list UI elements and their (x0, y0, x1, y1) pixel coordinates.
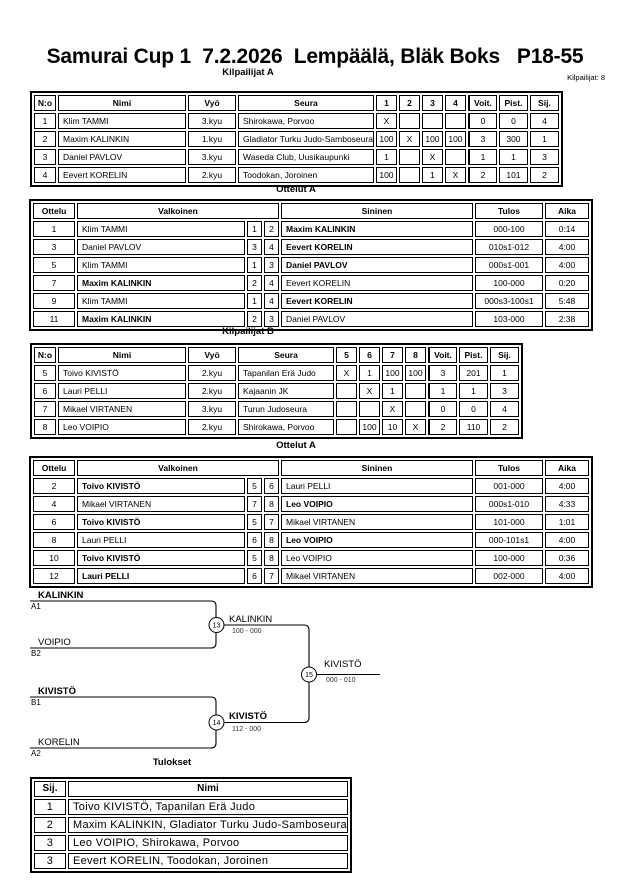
cell-white-number: 2 (247, 311, 262, 327)
cell-number: 3 (34, 149, 56, 165)
cell-result: 000-101s1 (475, 532, 543, 548)
cell-result: 001-000 (475, 478, 543, 494)
cell-time: 0:20 (545, 275, 589, 291)
cell-blue-name: Daniel PAVLOV (281, 257, 473, 273)
cell-grid: 1 (376, 149, 397, 165)
result-row (34, 799, 348, 815)
cell-blue-name: Leo VOIPIO (281, 532, 473, 548)
bracket-sf2-bottom-name: KORELIN (38, 737, 80, 748)
cell-belt: 2.kyu (188, 419, 236, 435)
cell-grid: 100 (382, 365, 403, 381)
col-header: Sininen (281, 203, 473, 219)
cell-wins: 3 (468, 131, 497, 147)
cell-belt: 2.kyu (188, 383, 236, 399)
cell-match-number: 3 (33, 239, 75, 255)
cell-place: 3 (34, 853, 66, 869)
cell-grid (399, 149, 420, 165)
cell-wins: 1 (468, 149, 497, 165)
result-row (34, 817, 348, 833)
cell-grid (336, 383, 357, 399)
cell-blue-name: Leo VOIPIO (281, 550, 473, 566)
col-header: Ottelu (33, 460, 75, 476)
cell-blue-name: Eevert KORELIN (281, 275, 473, 291)
cell-grid: 1 (422, 167, 443, 183)
cell-belt: 3.kyu (188, 113, 236, 129)
cell-grid: X (336, 365, 357, 381)
cell-blue-name: Leo VOIPIO (281, 496, 473, 512)
cell-match-number: 12 (33, 568, 75, 584)
pool-row (34, 131, 559, 147)
col-header: Sininen (281, 460, 473, 476)
cell-blue-number: 4 (264, 293, 279, 309)
cell-belt: 3.kyu (188, 401, 236, 417)
cell-grid (399, 113, 420, 129)
match-row (33, 293, 589, 309)
cell-match-number: 2 (33, 478, 75, 494)
cell-blue-number: 8 (264, 496, 279, 512)
cell-place: 2 (530, 167, 559, 183)
cell-blue-name: Mikael VIRTANEN (281, 568, 473, 584)
cell-time: 4:00 (545, 478, 589, 494)
cell-white-name: Daniel PAVLOV (77, 239, 245, 255)
cell-place: 4 (530, 113, 559, 129)
matches-a-body (33, 221, 589, 327)
cell-white-number: 6 (247, 568, 262, 584)
cell-belt: 3.kyu (188, 149, 236, 165)
cell-white-name: Maxim KALINKIN (77, 311, 245, 327)
bracket-sf2-score: 112 - 000 (232, 726, 262, 733)
cell-number: 4 (34, 167, 56, 183)
col-header: Nimi (58, 347, 186, 363)
col-header: Pist. (499, 95, 528, 111)
cell-blue-name: Mikael VIRTANEN (281, 514, 473, 530)
cell-white-number: 1 (247, 221, 262, 237)
cell-blue-name: Daniel PAVLOV (281, 311, 473, 327)
cell-blue-number: 4 (264, 275, 279, 291)
cell-result: 103-000 (475, 311, 543, 327)
col-header: Aika (545, 460, 589, 476)
cell-white-name: Klim TAMMI (77, 293, 245, 309)
cell-white-number: 2 (247, 275, 262, 291)
cell-points: 0 (499, 113, 528, 129)
cell-blue-name: Eevert KORELIN (281, 239, 473, 255)
cell-white-number: 1 (247, 293, 262, 309)
cell-time: 0:36 (545, 550, 589, 566)
cell-grid: 100 (405, 365, 426, 381)
pool-b-table (30, 343, 523, 439)
cell-white-number: 6 (247, 532, 262, 548)
matches-a-table (29, 199, 593, 331)
cell-grid (336, 419, 357, 435)
cell-club: Turun Judoseura (238, 401, 334, 417)
match-row (33, 550, 589, 566)
cell-number: 7 (34, 401, 56, 417)
cell-grid: X (399, 131, 420, 147)
cell-blue-number: 8 (264, 532, 279, 548)
cell-club: Shirokawa, Porvoo (238, 113, 374, 129)
header-row (34, 347, 519, 363)
cell-grid: X (405, 419, 426, 435)
col-header: 5 (336, 347, 357, 363)
cell-wins: 3 (428, 365, 457, 381)
match-row (33, 257, 589, 273)
cell-belt: 2.kyu (188, 167, 236, 183)
col-header: Aika (545, 203, 589, 219)
competitors-count: Kilpailijat: 8 (567, 73, 605, 82)
col-header: N:o (34, 347, 56, 363)
cell-white-number: 3 (247, 239, 262, 255)
cell-wins: 0 (468, 113, 497, 129)
cell-time: 4:00 (545, 257, 589, 273)
results-header (34, 781, 348, 797)
matches-b-table (29, 456, 593, 588)
matches-b-body (33, 478, 589, 584)
col-header: 2 (399, 95, 420, 111)
cell-name: Leo VOIPIO (58, 419, 186, 435)
cell-time: 4:00 (545, 532, 589, 548)
col-header: Tulos (475, 203, 543, 219)
cell-match-number: 1 (33, 221, 75, 237)
cell-grid (405, 401, 426, 417)
cell-name-club: Toivo KIVISTÖ, Tapanilan Erä Judo (68, 799, 348, 815)
cell-grid: X (422, 149, 443, 165)
bracket-sf2-winner-name: KIVISTÖ (229, 711, 268, 722)
bracket-final-winner-name: KIVISTÖ (324, 659, 362, 670)
cell-white-name: Mikael VIRTANEN (77, 496, 245, 512)
cell-place: 4 (490, 401, 519, 417)
col-header: 1 (376, 95, 397, 111)
cell-wins: 2 (468, 167, 497, 183)
cell-white-name: Lauri PELLI (77, 568, 245, 584)
match-row (33, 239, 589, 255)
match-row (33, 311, 589, 327)
cell-grid: X (376, 113, 397, 129)
cell-result: 101-000 (475, 514, 543, 530)
col-header: Valkoinen (77, 460, 279, 476)
bracket-sf1-top-seed: A1 (31, 602, 41, 611)
cell-blue-name: Maxim KALINKIN (281, 221, 473, 237)
bracket-sf2-bottom-seed: A2 (31, 749, 41, 758)
pool-row (34, 419, 519, 435)
section-title-pool-a: Kilpailijat A (222, 67, 274, 78)
cell-match-number: 5 (33, 257, 75, 273)
cell-result: 010s1-012 (475, 239, 543, 255)
header-row (34, 95, 559, 111)
cell-name: Maxim KALINKIN (58, 131, 186, 147)
cell-belt: 2.kyu (188, 365, 236, 381)
matches-b-header (33, 460, 589, 476)
section-title-matches-a: Ottelut A (276, 184, 316, 195)
pool-a-table (30, 91, 563, 187)
match-row (33, 478, 589, 494)
cell-result: 100-000 (475, 275, 543, 291)
cell-belt: 1.kyu (188, 131, 236, 147)
cell-blue-number: 3 (264, 257, 279, 273)
pool-row (34, 149, 559, 165)
cell-time: 2:38 (545, 311, 589, 327)
col-header: Valkoinen (77, 203, 279, 219)
col-header: Sij. (530, 95, 559, 111)
cell-blue-number: 4 (264, 239, 279, 255)
pool-row (34, 365, 519, 381)
match-row (33, 496, 589, 512)
final-bracket (0, 585, 630, 765)
cell-white-name: Klim TAMMI (77, 221, 245, 237)
result-row (34, 835, 348, 851)
cell-blue-number: 7 (264, 514, 279, 530)
col-header: Pist. (459, 347, 488, 363)
cell-name-club: Leo VOIPIO, Shirokawa, Porvoo (68, 835, 348, 851)
cell-points: 101 (499, 167, 528, 183)
cell-match-number: 9 (33, 293, 75, 309)
cell-blue-number: 6 (264, 478, 279, 494)
cell-grid: X (445, 167, 466, 183)
cell-white-name: Toivo KIVISTÖ (77, 550, 245, 566)
cell-place: 1 (490, 365, 519, 381)
cell-white-number: 5 (247, 514, 262, 530)
cell-match-number: 4 (33, 496, 75, 512)
cell-time: 1:01 (545, 514, 589, 530)
col-header: Voit. (428, 347, 457, 363)
cell-grid (405, 383, 426, 399)
cell-grid (359, 401, 380, 417)
cell-grid: X (382, 401, 403, 417)
col-header: Tulos (475, 460, 543, 476)
cell-grid: 100 (376, 167, 397, 183)
header-row (33, 203, 589, 219)
cell-grid (336, 401, 357, 417)
cell-match-number: 10 (33, 550, 75, 566)
cell-points: 0 (459, 401, 488, 417)
cell-grid: 100 (359, 419, 380, 435)
col-header: 4 (445, 95, 466, 111)
pool-row (34, 113, 559, 129)
cell-club: Tapanilan Erä Judo (238, 365, 334, 381)
cell-white-number: 5 (247, 478, 262, 494)
match-13-number: 13 (212, 622, 221, 630)
cell-number: 5 (34, 365, 56, 381)
cell-wins: 0 (428, 401, 457, 417)
cell-blue-number: 2 (264, 221, 279, 237)
match-row (33, 532, 589, 548)
header-row (33, 460, 589, 476)
col-header: Vyö (188, 95, 236, 111)
cell-wins: 1 (428, 383, 457, 399)
section-title-matches-b: Ottelut A (276, 440, 316, 451)
cell-place: 3 (530, 149, 559, 165)
col-header: Ottelu (33, 203, 75, 219)
cell-grid (445, 149, 466, 165)
section-title-results: Tulokset (152, 757, 192, 768)
cell-place: 2 (34, 817, 66, 833)
match-row (33, 568, 589, 584)
cell-white-number: 5 (247, 550, 262, 566)
pool-a-body (34, 113, 559, 183)
col-header: Voit. (468, 95, 497, 111)
cell-time: 4:33 (545, 496, 589, 512)
results-table (30, 777, 352, 873)
col-header: Sij. (34, 781, 66, 797)
bracket-sf1-bottom-seed: B2 (31, 649, 41, 658)
cell-white-number: 7 (247, 496, 262, 512)
col-header: Nimi (68, 781, 348, 797)
cell-result: 000s3-100s1 (475, 293, 543, 309)
match-row (33, 514, 589, 530)
cell-grid: 10 (382, 419, 403, 435)
cell-grid (399, 167, 420, 183)
col-header: Seura (238, 347, 334, 363)
col-header: N:o (34, 95, 56, 111)
cell-club: Shirokawa, Porvoo (238, 419, 334, 435)
col-header: Nimi (58, 95, 186, 111)
cell-time: 5:48 (545, 293, 589, 309)
cell-points: 201 (459, 365, 488, 381)
cell-result: 100-000 (475, 550, 543, 566)
cell-white-name: Maxim KALINKIN (77, 275, 245, 291)
cell-white-name: Toivo KIVISTÖ (77, 514, 245, 530)
cell-name: Klim TAMMI (58, 113, 186, 129)
cell-name: Eevert KORELIN (58, 167, 186, 183)
cell-white-name: Lauri PELLI (77, 532, 245, 548)
cell-blue-name: Eevert KORELIN (281, 293, 473, 309)
col-header: Sij. (490, 347, 519, 363)
pool-b-header (34, 347, 519, 363)
results-body (34, 799, 348, 869)
cell-grid: 100 (445, 131, 466, 147)
cell-place: 1 (34, 799, 66, 815)
cell-blue-number: 8 (264, 550, 279, 566)
match-row (33, 275, 589, 291)
cell-place: 1 (530, 131, 559, 147)
cell-match-number: 6 (33, 514, 75, 530)
cell-points: 1 (499, 149, 528, 165)
result-row (34, 853, 348, 869)
cell-white-number: 1 (247, 257, 262, 273)
cell-grid: X (359, 383, 380, 399)
cell-grid: 100 (422, 131, 443, 147)
pool-row (34, 401, 519, 417)
cell-result: 000-100 (475, 221, 543, 237)
cell-points: 1 (459, 383, 488, 399)
cell-club: Waseda Club, Uusikaupunki (238, 149, 374, 165)
bracket-sf1-winner-name: KALINKIN (229, 614, 273, 625)
cell-number: 6 (34, 383, 56, 399)
cell-club: Kajaanin JK (238, 383, 334, 399)
col-header: Seura (238, 95, 374, 111)
cell-name-club: Eevert KORELIN, Toodokan, Joroinen (68, 853, 348, 869)
cell-grid (445, 113, 466, 129)
cell-club: Toodokan, Joroinen (238, 167, 374, 183)
cell-time: 0:14 (545, 221, 589, 237)
bracket-sf2-top-name: KIVISTÖ (38, 686, 77, 697)
cell-result: 000s1-010 (475, 496, 543, 512)
cell-white-name: Toivo KIVISTÖ (77, 478, 245, 494)
cell-white-name: Klim TAMMI (77, 257, 245, 273)
cell-result: 002-000 (475, 568, 543, 584)
cell-points: 110 (459, 419, 488, 435)
col-header: 8 (405, 347, 426, 363)
cell-club: Gladiator Turku Judo-Samboseura (238, 131, 374, 147)
pool-b-body (34, 365, 519, 435)
cell-grid: 100 (376, 131, 397, 147)
pool-row (34, 167, 559, 183)
bracket-sf1-score: 100 - 000 (232, 628, 262, 635)
cell-number: 8 (34, 419, 56, 435)
pool-row (34, 383, 519, 399)
bracket-sf1-top-name: KALINKIN (38, 590, 84, 601)
cell-result: 000s1-001 (475, 257, 543, 273)
match-15-number: 15 (305, 672, 313, 679)
cell-match-number: 11 (33, 311, 75, 327)
match-row (33, 221, 589, 237)
cell-name-club: Maxim KALINKIN, Gladiator Turku Judo-Samboseura (68, 817, 348, 833)
cell-blue-name: Lauri PELLI (281, 478, 473, 494)
col-header: 7 (382, 347, 403, 363)
col-header: 3 (422, 95, 443, 111)
cell-time: 4:00 (545, 568, 589, 584)
col-header: Vyö (188, 347, 236, 363)
section-title-pool-b: Kilpailijat B (222, 326, 274, 337)
cell-name: Mikael VIRTANEN (58, 401, 186, 417)
cell-match-number: 8 (33, 532, 75, 548)
col-header: 6 (359, 347, 380, 363)
cell-name: Lauri PELLI (58, 383, 186, 399)
cell-grid: 1 (359, 365, 380, 381)
cell-wins: 2 (428, 419, 457, 435)
cell-name: Daniel PAVLOV (58, 149, 186, 165)
match-14-number: 14 (212, 720, 221, 727)
cell-place: 3 (34, 835, 66, 851)
bracket-sf1-bottom-name: VOIPIO (38, 637, 71, 648)
cell-blue-number: 7 (264, 568, 279, 584)
cell-name: Toivo KIVISTÖ (58, 365, 186, 381)
header-row (34, 781, 348, 797)
cell-grid (422, 113, 443, 129)
cell-match-number: 7 (33, 275, 75, 291)
cell-number: 1 (34, 113, 56, 129)
cell-place: 2 (490, 419, 519, 435)
cell-grid: 1 (382, 383, 403, 399)
bracket-lines (0, 585, 630, 765)
page-title: Samurai Cup 1 7.2.2026 Lempäälä, Bläk Boks P18-55 (46, 45, 584, 68)
bracket-sf2-top-seed: B1 (31, 698, 41, 707)
bracket-final-score: 000 - 010 (326, 677, 356, 684)
cell-time: 4:00 (545, 239, 589, 255)
pool-a-header (34, 95, 559, 111)
cell-place: 3 (490, 383, 519, 399)
cell-number: 2 (34, 131, 56, 147)
cell-points: 300 (499, 131, 528, 147)
cell-blue-number: 3 (264, 311, 279, 327)
matches-a-header (33, 203, 589, 219)
